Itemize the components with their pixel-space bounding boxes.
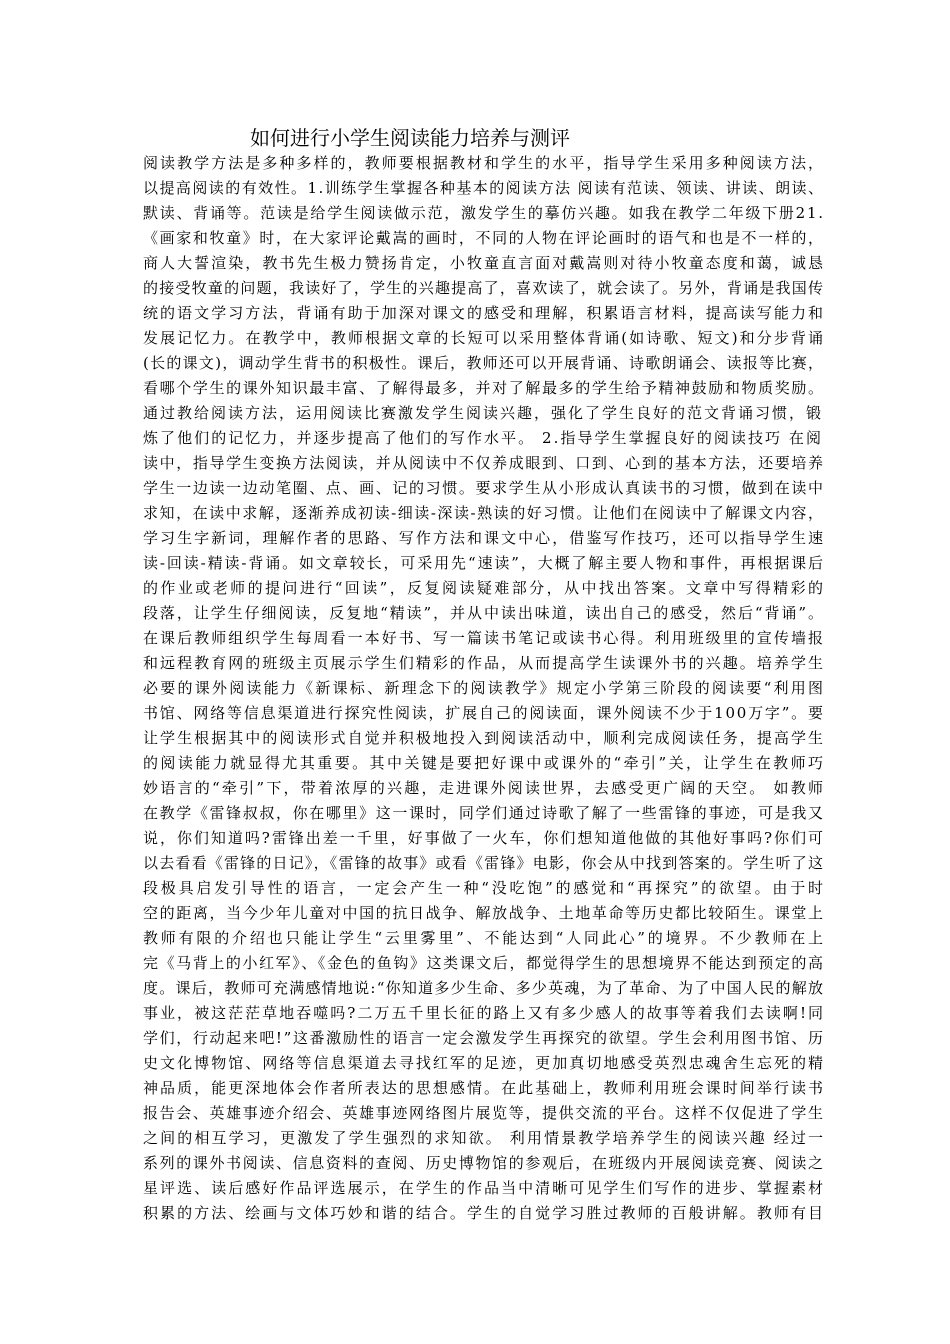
body-line: 的作业或老师的提问进行“回读”，反复阅读疑难部分，从中找出答案。文章中写得精彩的 bbox=[143, 579, 826, 597]
body-line: 看哪个学生的课外知识最丰富、了解得最多，并对了解最多的学生给予精神鼓励和物质奖励。 bbox=[143, 379, 825, 397]
body-line: 《画家和牧童》时，在大家评论戴嵩的画时，不同的人物在评论画时的语气和也是不一样的， bbox=[143, 229, 825, 247]
body-line: 读-回读-精读-背诵。如文章较长，可采用先“速读”，大概了解主要人物和事件，再根据课后 bbox=[143, 554, 825, 572]
body-line: 学习生字新词，理解作者的思路、写作方法和课文中心，借鉴写作技巧，还可以指导学生速 bbox=[143, 529, 826, 547]
body-line: 统的语文学习方法，背诵有助于加深对课文的感受和理解，积累语言材料，提高读写能力和 bbox=[143, 304, 826, 322]
body-line: 阅读教学方法是多种多样的，教师要根据教材和学生的水平，指导学生采用多种阅读方法， bbox=[143, 154, 826, 172]
body-line: 以去看看《雷锋的日记》，《雷锋的故事》或看《雷锋》电影，你会从中找到答案的。学生听了这 bbox=[143, 854, 825, 872]
body-line: 的阅读能力就显得尤其重要。其中关键是要把好课中或课外的“牵引”关，让学生在教师巧 bbox=[143, 754, 826, 772]
body-line: 段极具启发引导性的语言，一定会产生一种“没吃饱”的感觉和“再探究”的欲望。由于时 bbox=[143, 879, 826, 897]
body-line: 在课后教师组织学生每周看一本好书、写一篇读书笔记或读书心得。利用班级里的宣传墙报 bbox=[143, 629, 826, 647]
body-line: 以提高阅读的有效性。1.训练学生掌握各种基本的阅读方法 阅读有范读、领读、讲读、朗读、 bbox=[143, 179, 825, 197]
body-line: 发展记忆力。在教学中，教师根据文章的长短可以采用整体背诵(如诗歌、短文)和分步背诵 bbox=[143, 329, 826, 347]
body-line: 通过教给阅读方法，运用阅读比赛激发学生阅读兴趣，强化了学生良好的范文背诵习惯，锻 bbox=[143, 404, 824, 422]
body-line: 炼了他们的记忆力，并逐步提高了他们的写作水平。 2.指导学生掌握良好的阅读技巧 在阅 bbox=[143, 429, 823, 447]
document-body bbox=[143, 151, 826, 1226]
body-line: 妙语言的“牵引”下，带着浓厚的兴趣，走进课外阅读世界，去感受更广阔的天空。 如教师 bbox=[143, 779, 826, 797]
body-line: 度。课后，教师可充满感情地说:“你知道多少生命、多少英魂，为了革命、为了中国人民的解放 bbox=[143, 979, 825, 997]
body-line: 神品质，能更深地体会作者所表达的思想感情。在此基础上，教师利用班会课时间举行读书 bbox=[143, 1079, 826, 1097]
body-line: 完《马背上的小红军》、《金色的鱼钩》这类课文后，都觉得学生的思想境界不能达到预定的高 bbox=[143, 954, 825, 972]
body-line: 默读、背诵等。范读是给学生阅读做示范，激发学生的摹仿兴趣。如我在教学二年级下册21. bbox=[143, 204, 825, 222]
body-line: 说，你们知道吗?雷锋出差一千里，好事做了一火车，你们想知道他做的其他好事吗?你们可 bbox=[143, 829, 825, 847]
body-line: 读中，指导学生变换方法阅读，并从阅读中不仅养成眼到、口到、心到的基本方法，还要培养 bbox=[143, 454, 825, 472]
body-line: 星评选、读后感好作品评选展示，在学生的作品当中清晰可见学生们写作的进步、掌握素材 bbox=[143, 1179, 826, 1197]
body-line: 积累的方法、绘画与文体巧妙和谐的结合。学生的自觉学习胜过教师的百般讲解。教师有目 bbox=[143, 1204, 826, 1222]
body-line: 和远程教育网的班级主页展示学生们精彩的作品，从而提高学生读课外书的兴趣。培养学生 bbox=[143, 654, 826, 672]
body-line: 商人大誓渲染，教书先生极力赞扬肯定，小牧童直言面对戴嵩则对待小牧童态度和蔼，诚恳 bbox=[143, 254, 826, 272]
body-line: 事业，被这茫茫草地吞噬吗?二万五千里长征的路上又有多少感人的故事等着我们去读啊!同 bbox=[143, 1004, 826, 1022]
body-line: 必要的课外阅读能力《新课标、新理念下的阅读教学》规定小学第三阶段的阅读要“利用图 bbox=[143, 679, 826, 697]
body-line: 教师有限的介绍也只能让学生“云里雾里”、不能达到“人同此心”的境界。不少教师在上 bbox=[143, 929, 826, 947]
body-line: 学们，行动起来吧!”这番激励性的语言一定会激发学生再探究的欲望。学生会利用图书馆、历 bbox=[143, 1029, 825, 1047]
document-title: 如何进行小学生阅读能力培养与测评 bbox=[250, 126, 570, 150]
body-line: 系列的课外书阅读、信息资料的查阅、历史博物馆的参观后，在班级内开展阅读竞赛、阅读之 bbox=[143, 1154, 825, 1172]
body-line: (长的课文)，调动学生背书的积极性。课后，教师还可以开展背诵、诗歌朗诵会、读报等比赛， bbox=[143, 354, 825, 372]
body-line: 史文化博物馆、网络等信息渠道去寻找红军的足迹，更加真切地感受英烈忠魂舍生忘死的精 bbox=[143, 1054, 826, 1072]
body-line: 空的距离，当今少年儿童对中国的抗日战争、解放战争、土地革命等历史都比较陌生。课堂上 bbox=[143, 904, 825, 922]
body-line: 段落，让学生仔细阅读，反复地“精读”，并从中读出味道，读出自己的感受，然后“背诵”。 bbox=[143, 604, 825, 622]
body-line: 在教学《雷锋叔叔，你在哪里》这一课时，同学们通过诗歌了解了一些雷锋的事迹，可是我又 bbox=[143, 804, 825, 822]
body-line: 的接受牧童的问题，我读好了，学生的兴趣提高了，喜欢读了，就会读了。另外，背诵是我国传 bbox=[143, 279, 825, 297]
body-line: 让学生根据其中的阅读形式自觉并积极地投入到阅读活动中，顺利完成阅读任务，提高学生 bbox=[143, 729, 826, 747]
body-line: 之间的相互学习，更激发了学生强烈的求知欲。 利用情景教学培养学生的阅读兴趣 经过一 bbox=[143, 1129, 826, 1147]
body-line: 求知，在读中求解，逐渐养成初读-细读-深读-熟读的好习惯。让他们在阅读中了解课文内容， bbox=[143, 504, 825, 522]
body-line: 报告会、英雄事迹介绍会、英雄事迹网络图片展览等，提供交流的平台。这样不仅促进了学生 bbox=[143, 1104, 825, 1122]
body-line: 学生一边读一边动笔圈、点、画、记的习惯。要求学生从小形成认真读书的习惯，做到在读中 bbox=[143, 479, 825, 497]
body-line: 书馆、网络等信息渠道进行探究性阅读，扩展自己的阅读面，课外阅读不少于100万字”。要 bbox=[143, 704, 825, 722]
